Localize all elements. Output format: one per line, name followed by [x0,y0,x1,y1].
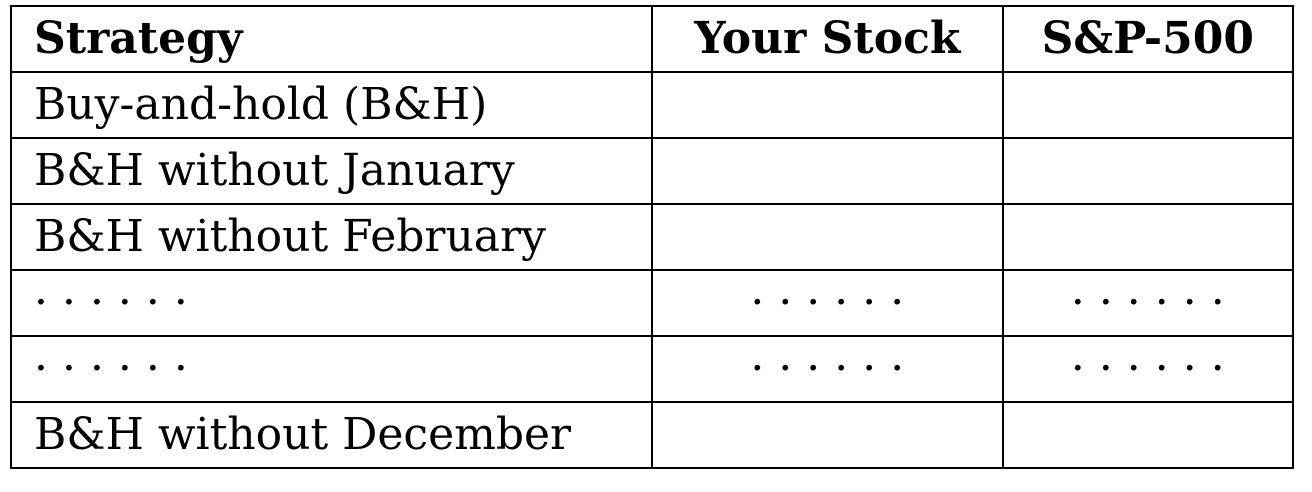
table-row [11,336,1293,402]
table-row [11,72,1293,138]
sp500-cell [1003,204,1293,270]
table-row [11,138,1293,204]
strategy-cell: B&H without February [11,204,652,270]
header-your-stock: Your Stock [652,6,1003,72]
table-row [11,270,1293,336]
header-sp500: S&P-500 [1003,6,1293,72]
your-stock-cell [652,72,1003,138]
sp500-cell [1003,402,1293,468]
strategy-cell: B&H without January [11,138,652,204]
your-stock-cell [652,402,1003,468]
strategy-cell: Buy-and-hold (B&H) [11,72,652,138]
your-stock-cell: · · · · · · [652,336,1003,402]
sp500-cell: · · · · · · [1003,270,1293,336]
strategy-cell: B&H without December [11,402,652,468]
your-stock-cell [652,204,1003,270]
sp500-cell [1003,72,1293,138]
header-strategy: Strategy [11,6,652,72]
sp500-cell [1003,138,1293,204]
your-stock-cell [652,138,1003,204]
strategy-table [10,5,1294,469]
strategy-cell: · · · · · · [11,336,652,402]
strategy-cell: · · · · · · [11,270,652,336]
sp500-cell: · · · · · · [1003,336,1293,402]
your-stock-cell: · · · · · · [652,270,1003,336]
table-row [11,204,1293,270]
table-row [11,402,1293,468]
header-row [11,6,1293,72]
